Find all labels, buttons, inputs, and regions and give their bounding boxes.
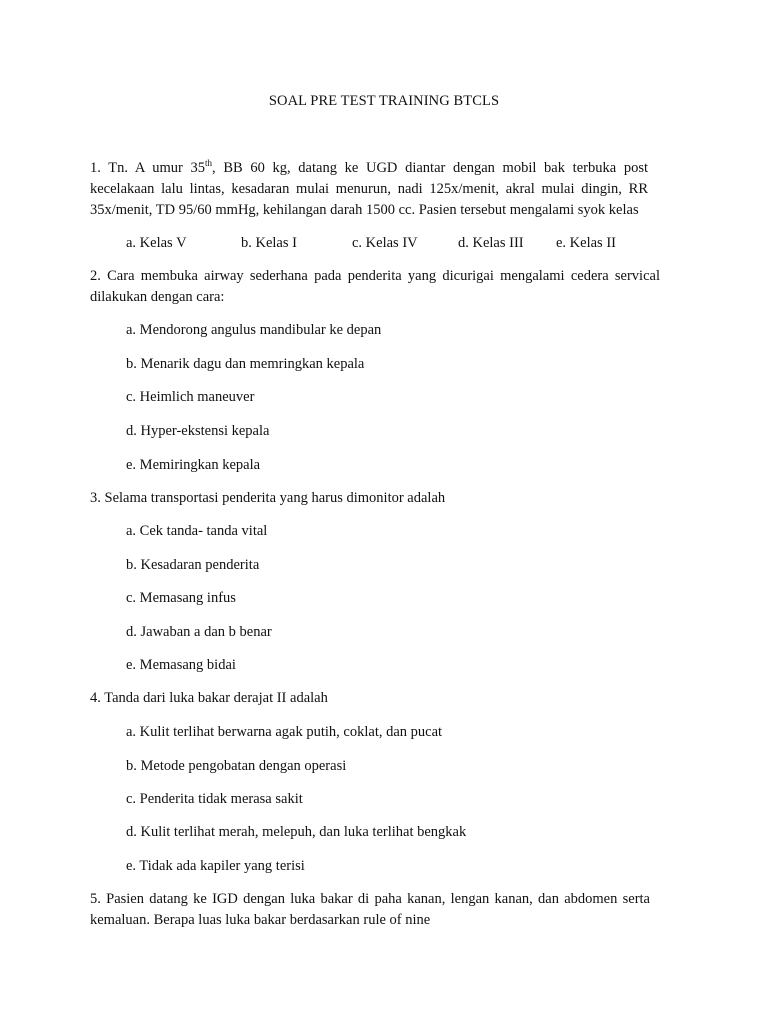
- question-2-option-b: b. Menarik dagu dan memringkan kepala: [126, 356, 365, 372]
- question-1-body: , BB 60 kg, datang ke UGD diantar dengan mobil bak terbuka post kecelakaan lalu lintas, kesadaran mulai menurun, nadi 125x/menit, akral mulai dingin, RR 35x/menit, TD 95/60 mmHg, kehilangan darah 1500 cc. Pasien tersebut mengalami syok kelas: [90, 160, 648, 218]
- question-1-lead: 1. Tn. A umur 35: [90, 160, 206, 176]
- question-4-option-d: d. Kulit terlihat merah, melepuh, dan luka terlihat bengkak: [126, 824, 467, 840]
- question-4-text: 4. Tanda dari luka bakar derajat II adalah: [90, 690, 328, 706]
- question-3-option-c: c. Memasang infus: [126, 590, 236, 606]
- question-1-superscript: th: [205, 158, 213, 169]
- question-2-option-e: e. Memiringkan kepala: [126, 457, 261, 473]
- question-3-option-a: a. Cek tanda- tanda vital: [126, 523, 268, 539]
- question-3-option-b: b. Kesadaran penderita: [126, 557, 260, 573]
- question-1-option-c: c. Kelas IV: [352, 235, 418, 251]
- question-5-text: 5. Pasien datang ke IGD dengan luka bakar di paha kanan, lengan kanan, dan abdomen serta kemaluan. Berapa luas luka bakar berdasarkan rule of nine: [90, 891, 650, 928]
- question-4-option-e: e. Tidak ada kapiler yang terisi: [126, 858, 305, 874]
- question-3-text: 3. Selama transportasi penderita yang harus dimonitor adalah: [90, 490, 446, 506]
- document-title: SOAL PRE TEST TRAINING BTCLS: [268, 93, 500, 109]
- question-4-option-a: a. Kulit terlihat berwarna agak putih, coklat, dan pucat: [126, 724, 443, 740]
- question-2-text: 2. Cara membuka airway sederhana pada penderita yang dicurigai mengalami cedera servical dilakukan dengan cara:: [90, 268, 660, 305]
- question-1-option-e: e. Kelas II: [556, 235, 616, 251]
- question-2-option-c: c. Heimlich maneuver: [126, 389, 255, 405]
- question-3-option-e: e. Memasang bidai: [126, 657, 236, 673]
- question-4-option-b: b. Metode pengobatan dengan operasi: [126, 758, 347, 774]
- question-4-option-c: c. Penderita tidak merasa sakit: [126, 791, 303, 807]
- question-1-option-a: a. Kelas V: [126, 235, 187, 251]
- question-2-option-d: d. Hyper-ekstensi kepala: [126, 423, 270, 439]
- question-1-option-d: d. Kelas III: [458, 235, 524, 251]
- question-1-text: [90, 158, 648, 221]
- question-1-option-b: b. Kelas I: [241, 235, 297, 251]
- question-3-option-d: d. Jawaban a dan b benar: [126, 624, 272, 640]
- question-2-option-a: a. Mendorong angulus mandibular ke depan: [126, 322, 382, 338]
